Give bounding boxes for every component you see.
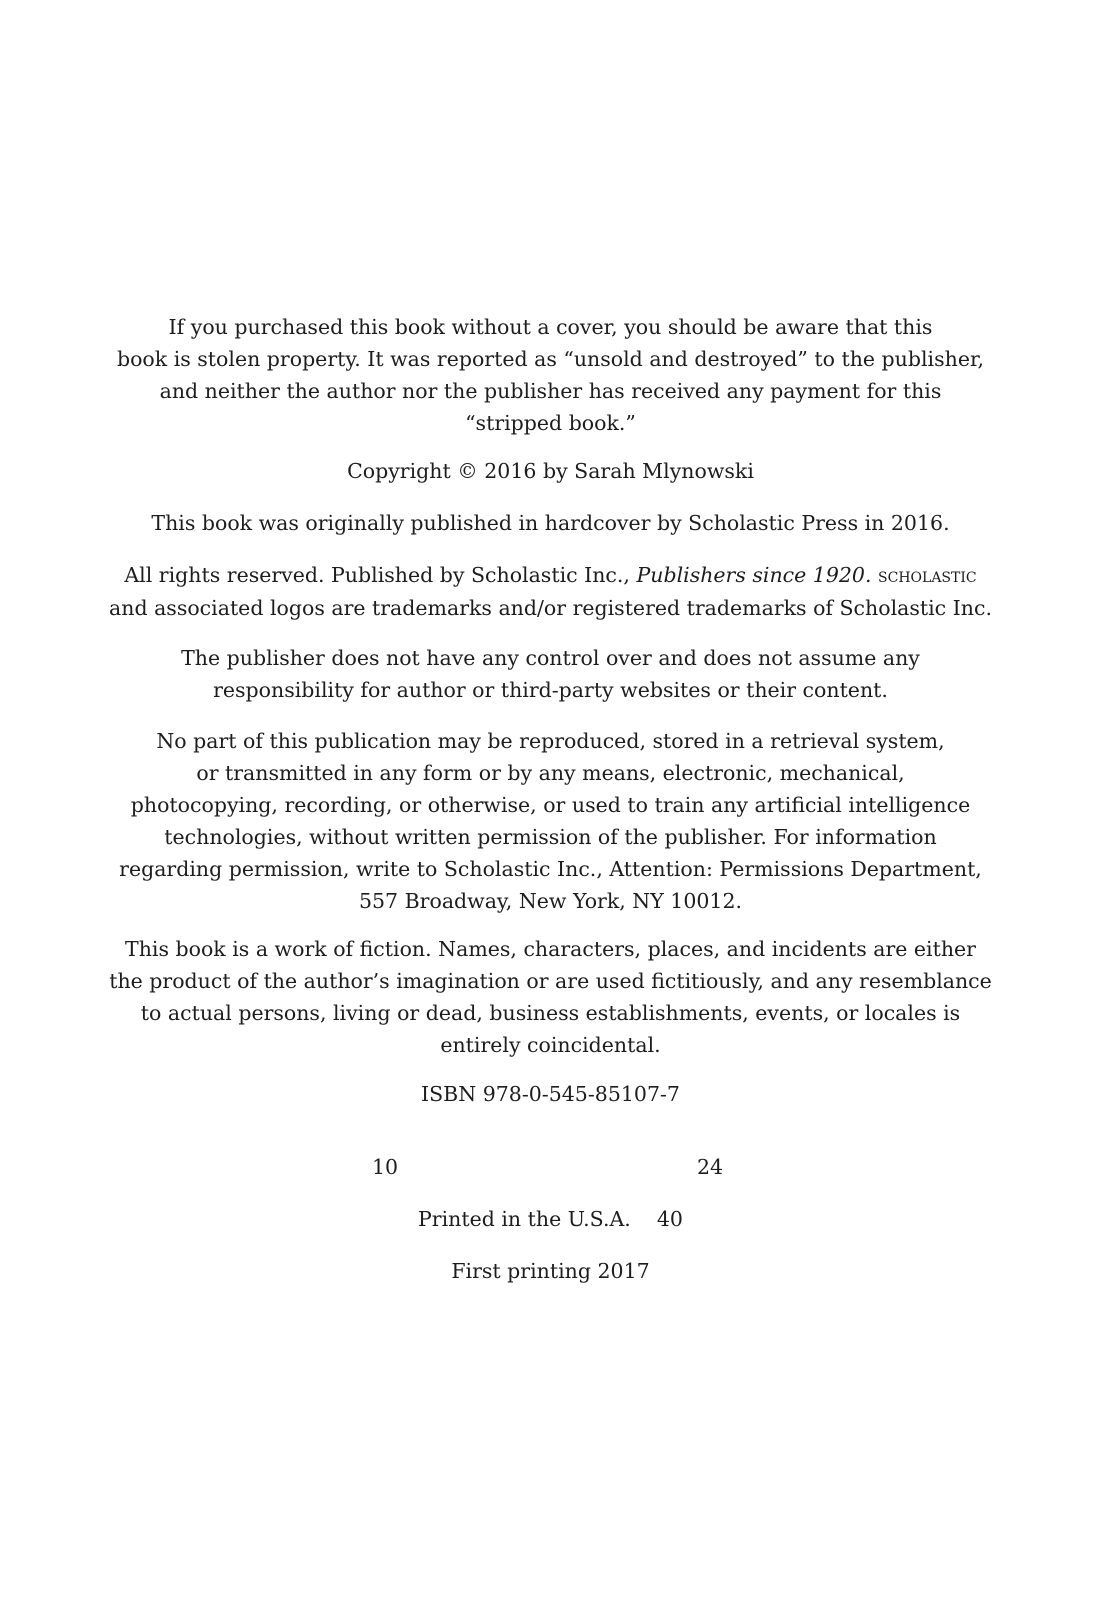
printed-number: 40	[656, 1207, 683, 1231]
copyright-line	[100, 455, 1001, 487]
notice-line: and neither the author nor the publisher has received any payment for this	[159, 379, 942, 403]
first-printing-text: First printing 2017	[451, 1259, 650, 1283]
reproduction-line: No part of this publication may be reproduced, stored in a retrieval system,	[156, 729, 945, 753]
printing-number-left: 10	[372, 1155, 399, 1179]
isbn-text: ISBN 978-0-545-85107-7	[421, 1082, 680, 1106]
printed-in-line	[100, 1203, 1001, 1235]
first-printing	[100, 1255, 1001, 1287]
scholastic-trademark: scholastic	[878, 564, 977, 587]
stripped-book-notice	[100, 311, 1001, 439]
printing-number-right: 24	[697, 1155, 724, 1179]
rights-text: All rights reserved. Published by Scholastic Inc.,	[124, 563, 637, 587]
reproduction-line: or transmitted in any form or by any means, electronic, mechanical,	[196, 761, 905, 785]
publisher-tagline: Publishers since 1920.	[636, 563, 872, 587]
rights-reserved	[100, 559, 1001, 624]
responsibility-disclaimer	[100, 642, 1001, 706]
reproduction-line: regarding permission, write to Scholastic Inc., Attention: Permissions Department,	[119, 857, 982, 881]
notice-line: If you purchased this book without a cover, you should be aware that this	[168, 315, 933, 339]
reproduction-line: technologies, without written permission of the publisher. For information	[164, 825, 937, 849]
responsibility-line: The publisher does not have any control over and does not assume any	[181, 646, 920, 670]
fiction-disclaimer	[100, 933, 1001, 1061]
notice-line: “stripped book.”	[465, 411, 636, 435]
responsibility-line: responsibility for author or third-party websites or their content.	[213, 678, 888, 702]
original-edition-note	[100, 507, 1001, 539]
fiction-line: the product of the author’s imagination or are used fictitiously, and any resemblance	[109, 969, 992, 993]
fiction-line: entirely coincidental.	[440, 1033, 661, 1057]
printed-in-text: Printed in the U.S.A.	[418, 1207, 631, 1231]
fiction-line: to actual persons, living or dead, business establishments, events, or locales is	[140, 1001, 961, 1025]
printed-in	[100, 1203, 1001, 1235]
reproduction-notice	[100, 725, 1001, 917]
original-edition-text: This book was originally published in hardcover by Scholastic Press in 2016.	[151, 511, 950, 535]
rights-line	[100, 559, 1001, 592]
reproduction-line: photocopying, recording, or otherwise, or used to train any artificial intelligence	[130, 793, 971, 817]
isbn	[100, 1078, 1001, 1110]
reproduction-line: 557 Broadway, New York, NY 10012.	[358, 889, 743, 913]
copyright-text: Copyright © 2016 by Sarah Mlynowski	[347, 459, 754, 483]
notice-line: book is stolen property. It was reported as “unsold and destroyed” to the publisher,	[116, 347, 985, 371]
rights-line: and associated logos are trademarks and/or registered trademarks of Scholastic Inc.	[109, 596, 992, 620]
fiction-line: This book is a work of fiction. Names, characters, places, and incidents are either	[125, 937, 976, 961]
